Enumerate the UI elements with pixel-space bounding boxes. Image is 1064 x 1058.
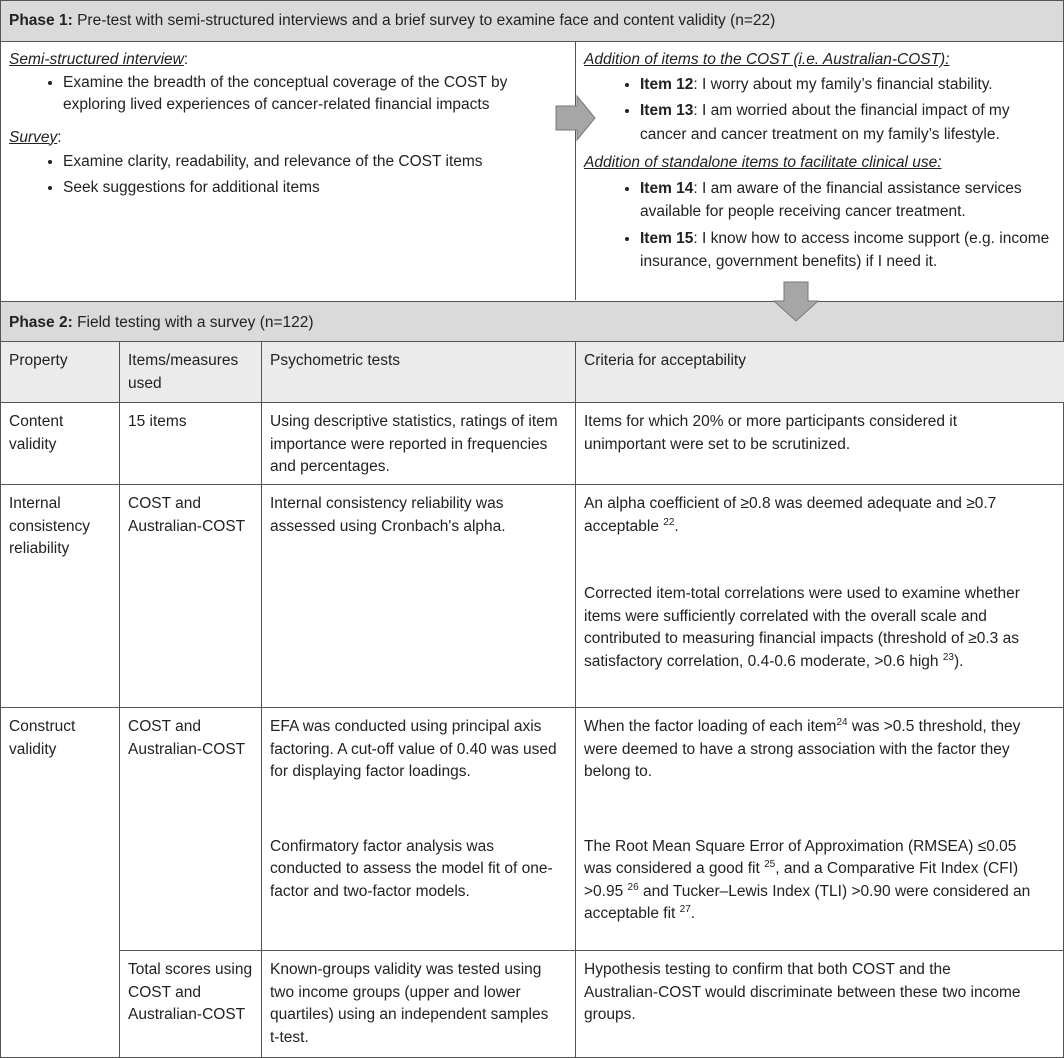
fit-criteria [584, 836, 1044, 926]
internal-consistency-criteria [575, 484, 1064, 708]
phase1-divider [575, 41, 576, 300]
col-header-tests: Psychometric tests [261, 341, 576, 403]
item-13-text: : I am worried about the financial impact of my cancer and cancer treatment on my family’s lifestyle. [640, 102, 1010, 143]
fit-criteria-text-4: . [690, 905, 696, 922]
content-validity-property: Content validity [0, 402, 120, 485]
item-14-label: Item 14 [640, 179, 694, 197]
interview-heading: Semi-structured interview [9, 51, 184, 68]
item-total-criteria [584, 583, 1056, 673]
phase1-header [0, 0, 1064, 42]
item-13 [640, 99, 1059, 146]
ref-23: 23 [942, 651, 954, 663]
ref-27: 27 [679, 903, 691, 915]
construct-validity-property: Construct validity [0, 707, 120, 1058]
internal-consistency-items: COST and Australian-COST [119, 484, 262, 708]
factor-loading-text-1: When the factor loading of each item [584, 718, 837, 735]
fit-criteria-text-3: and Tucker–Lewis Index (TLI) >0.90 were considered an acceptable fit [584, 882, 1031, 922]
efa-test: EFA was conducted using principal axis factoring. A cut-off value of 0.40 was used for displaying factor loadings. [270, 718, 557, 780]
item-14-text: : I am aware of the financial assistance services available for people receiving cancer treatment. [640, 179, 1022, 220]
phase2-label: Phase 2: [9, 314, 73, 331]
fit-criteria-text-1: The Root Mean Square Error of Approximation (RMSEA) ≤0.05 was considered a good fit [584, 837, 1017, 877]
internal-consistency-property: Internal consistency reliability [0, 484, 120, 708]
phase1-label: Phase 1: [9, 12, 73, 29]
phase1-title-text: Pre-test with semi-structured interviews and a brief survey to examine face and content validity (n=22) [72, 12, 776, 29]
content-validity-criteria: Items for which 20% or more participants considered it unimportant were set to be scrutinized. [575, 402, 1064, 485]
phase1-left-cell [1, 41, 576, 300]
ref-22: 22 [663, 516, 675, 528]
ref-26: 26 [627, 881, 639, 893]
survey-heading: Survey [9, 128, 58, 146]
add-items-heading: Addition of items to the COST (i.e. Australian-COST): [584, 51, 950, 68]
col-header-items: Items/measures used [119, 341, 262, 403]
item-15 [640, 227, 1059, 274]
phase1-right-cell [584, 49, 1059, 284]
col-header-criteria: Criteria for acceptability [575, 341, 1064, 403]
construct-validity-tests [261, 707, 576, 951]
content-validity-tests: Using descriptive statistics, ratings of item importance were reported in frequencies and percentages. [261, 402, 576, 485]
ref-25: 25 [764, 858, 776, 870]
item-12 [640, 74, 1059, 97]
survey-colon: : [57, 128, 62, 146]
item-12-label: Item 12 [640, 75, 694, 93]
item-total-criteria-text: Corrected item-total correlations were used to examine whether items were sufficiently correlated with the overall scale and contributed to measuring financial impacts (threshold of ≥0.3 as satisfactory correlation, 0.4-0.6 moderate, >0.6 high [584, 585, 1020, 670]
known-groups-criteria: Hypothesis testing to confirm that both COST and the Australian-COST would discriminate between these two income groups. [575, 950, 1064, 1058]
phase2-header [0, 301, 1064, 342]
item-total-criteria-end: ). [953, 652, 964, 670]
internal-consistency-tests: Internal consistency reliability was assessed using Cronbach's alpha. [261, 484, 576, 708]
down-arrow-icon [773, 281, 819, 323]
alpha-criteria-text: An alpha coefficient of ≥0.8 was deemed adequate and ≥0.7 acceptable [584, 495, 997, 535]
ref-24: 24 [836, 716, 848, 728]
survey-list [9, 151, 568, 199]
known-groups-items: Total scores using COST and Australian-COST [119, 950, 262, 1058]
phase1-body [0, 41, 1064, 302]
add-items-list [584, 74, 1059, 147]
interview-list [9, 72, 568, 117]
alpha-criteria-end: . [674, 517, 679, 535]
survey-item: • Seek suggestions for additional items [63, 177, 568, 200]
interview-item: • Examine the breadth of the conceptual coverage of the COST by exploring lived experiences of cancer-related financial impacts [63, 72, 568, 117]
survey-item: • Examine clarity, readability, and relevance of the COST items [63, 151, 568, 174]
interview-colon: : [183, 51, 189, 68]
standalone-list [584, 177, 1059, 274]
item-13-label: Item 13 [640, 102, 694, 119]
content-validity-items: 15 items [119, 402, 262, 485]
col-header-property: Property [0, 341, 120, 403]
known-groups-tests: Known-groups validity was tested using two income groups (upper and lower quartiles) using an independent samples t-test. [261, 950, 576, 1058]
phase2-table [0, 341, 1064, 1058]
construct-validity-items: COST and Australian-COST [119, 707, 262, 951]
factor-loading-text-2: was >0.5 threshold, they were deemed to have a strong association with the factor they belong to. [584, 718, 1021, 780]
standalone-heading: Addition of standalone items to facilitate clinical use: [584, 154, 942, 171]
cfa-test: Confirmatory factor analysis was conducted to assess the model fit of one-factor and two-factor models. [270, 837, 553, 900]
item-14 [640, 177, 1059, 224]
phase2-title-text: Field testing with a survey (n=122) [72, 314, 314, 331]
fit-criteria-text-2: , and a Comparative Fit Index (CFI) >0.95 [584, 860, 1019, 900]
item-15-label: Item 15 [640, 229, 694, 247]
factor-loading-criteria [584, 716, 1044, 784]
construct-validity-criteria [575, 707, 1064, 951]
item-12-text: : I worry about my family’s financial stability. [693, 75, 993, 93]
item-15-text: : I know how to access income support (e.g. income insurance, government benefits) if I need it. [640, 229, 1050, 270]
alpha-criteria [584, 493, 1056, 538]
phase1-title [9, 10, 775, 33]
phase2-title [9, 312, 314, 335]
